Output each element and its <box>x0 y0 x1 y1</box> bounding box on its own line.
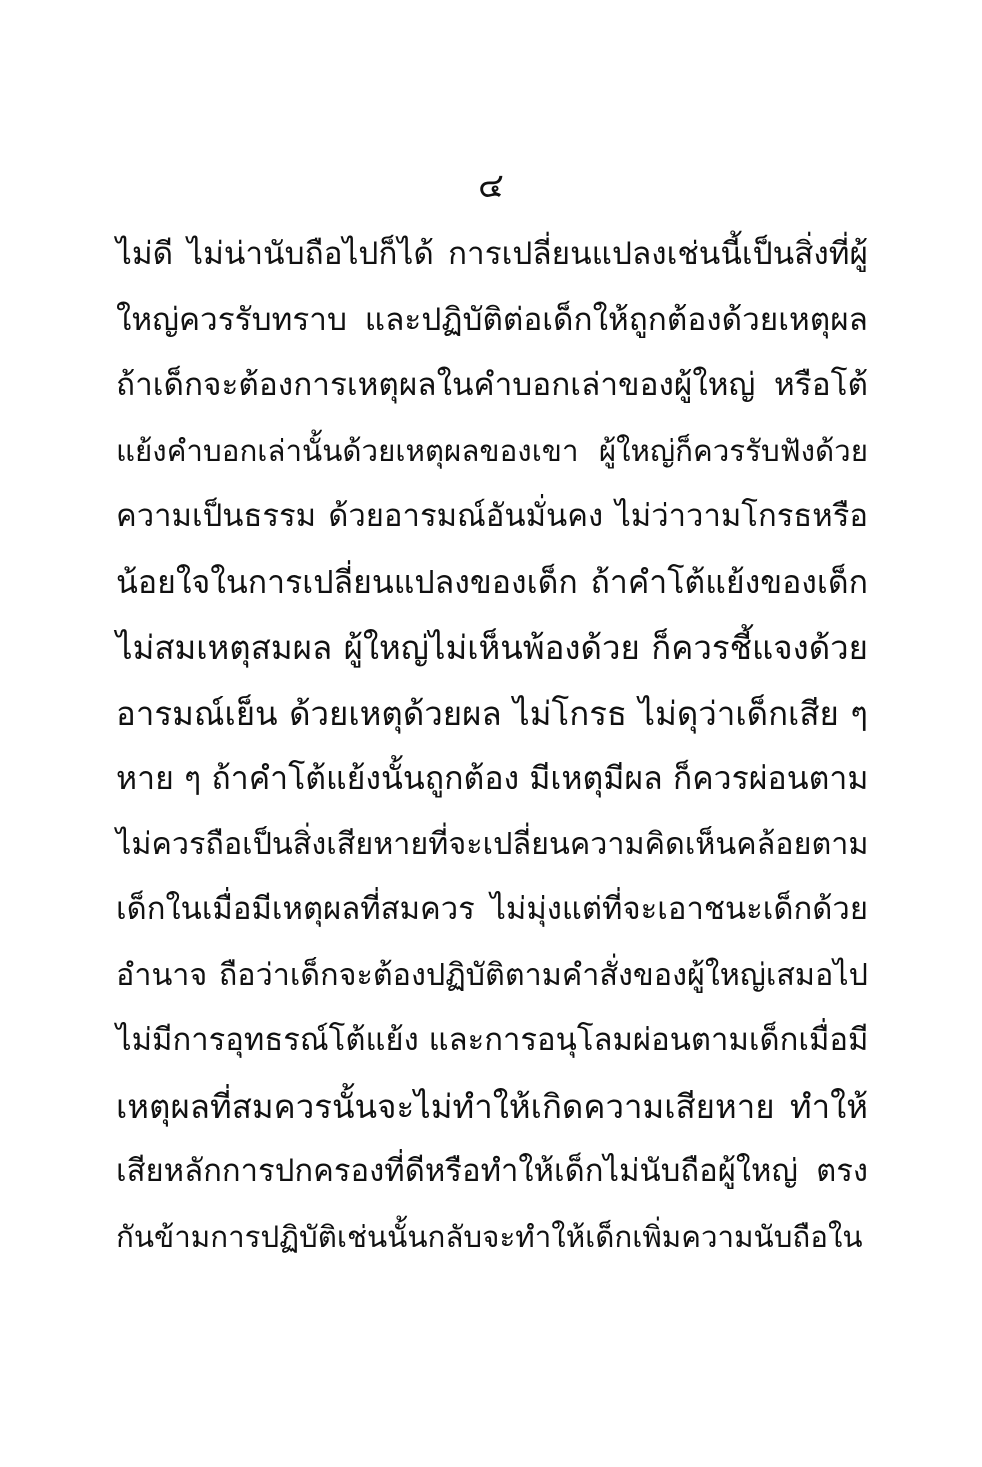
text-line: ไม่ดี ไม่น่านับถือไปก็ได้ การเปลี่ยนแปลงเช่นนี้เป็นสิ่งที่ผู้ <box>116 236 868 272</box>
body-text <box>116 222 868 1270</box>
page-number: ๔ <box>478 166 504 206</box>
text-line: หาย ๆ ถ้าคำโต้แย้งนั้นถูกต้อง มีเหตุมีผล ก็ควรผ่อนตาม <box>116 759 869 797</box>
text-line: เด็กในเมื่อมีเหตุผลที่สมควร ไม่มุ่งแต่ที่จะเอาชนะเด็กด้วย <box>116 891 868 927</box>
text-line: ไม่ควรถือเป็นสิ่งเสียหายที่จะเปลี่ยนความคิดเห็นคล้อยตาม <box>116 826 869 862</box>
text-line: ไม่มีการอุทธรณ์โต้แย้ง และการอนุโลมผ่อนตามเด็กเมื่อมี <box>116 1022 869 1058</box>
text-line: อำนาจ ถือว่าเด็กจะต้องปฏิบัติตามคำสั่งของผู้ใหญ่เสมอไป <box>116 957 868 993</box>
text-line: อารมณ์เย็น ด้วยเหตุด้วยผล ไม่โกรธ ไม่ดุว่าเด็กเสีย ๆ <box>116 693 868 733</box>
text-line: ถ้าเด็กจะต้องการเหตุผลในคำบอกเล่าของผู้ใหญ่ หรือโต้ <box>116 367 868 403</box>
text-line: ใหญ่ควรรับทราบ และปฏิบัติต่อเด็กให้ถูกต้องด้วยเหตุผล <box>116 301 868 338</box>
text-line: เสียหลักการปกครองที่ดีหรือทำให้เด็กไม่นับถือผู้ใหญ่ ตรง <box>116 1153 868 1189</box>
text-line: ความเป็นธรรม ด้วยอารมณ์อันมั่นคง ไม่ว่าวามโกรธหรือ <box>116 498 868 534</box>
text-line: น้อยใจในการเปลี่ยนแปลงของเด็ก ถ้าคำโต้แย้งของเด็ก <box>116 562 868 601</box>
text-line: ไม่สมเหตุสมผล ผู้ใหญ่ไม่เห็นพ้องด้วย ก็ควรชี้แจงด้วย <box>116 628 868 667</box>
text-line: แย้งคำบอกเล่านั้นด้วยเหตุผลของเขา ผู้ใหญ่ก็ควรรับฟังด้วย <box>116 433 868 468</box>
text-line: กันข้ามการปฏิบัติเช่นนั้นกลับจะทำให้เด็กเพิ่มความนับถือใน <box>116 1219 863 1254</box>
text-line: เหตุผลที่สมควรนั้นจะไม่ทำให้เกิดความเสียหาย ทำให้ <box>116 1086 868 1126</box>
